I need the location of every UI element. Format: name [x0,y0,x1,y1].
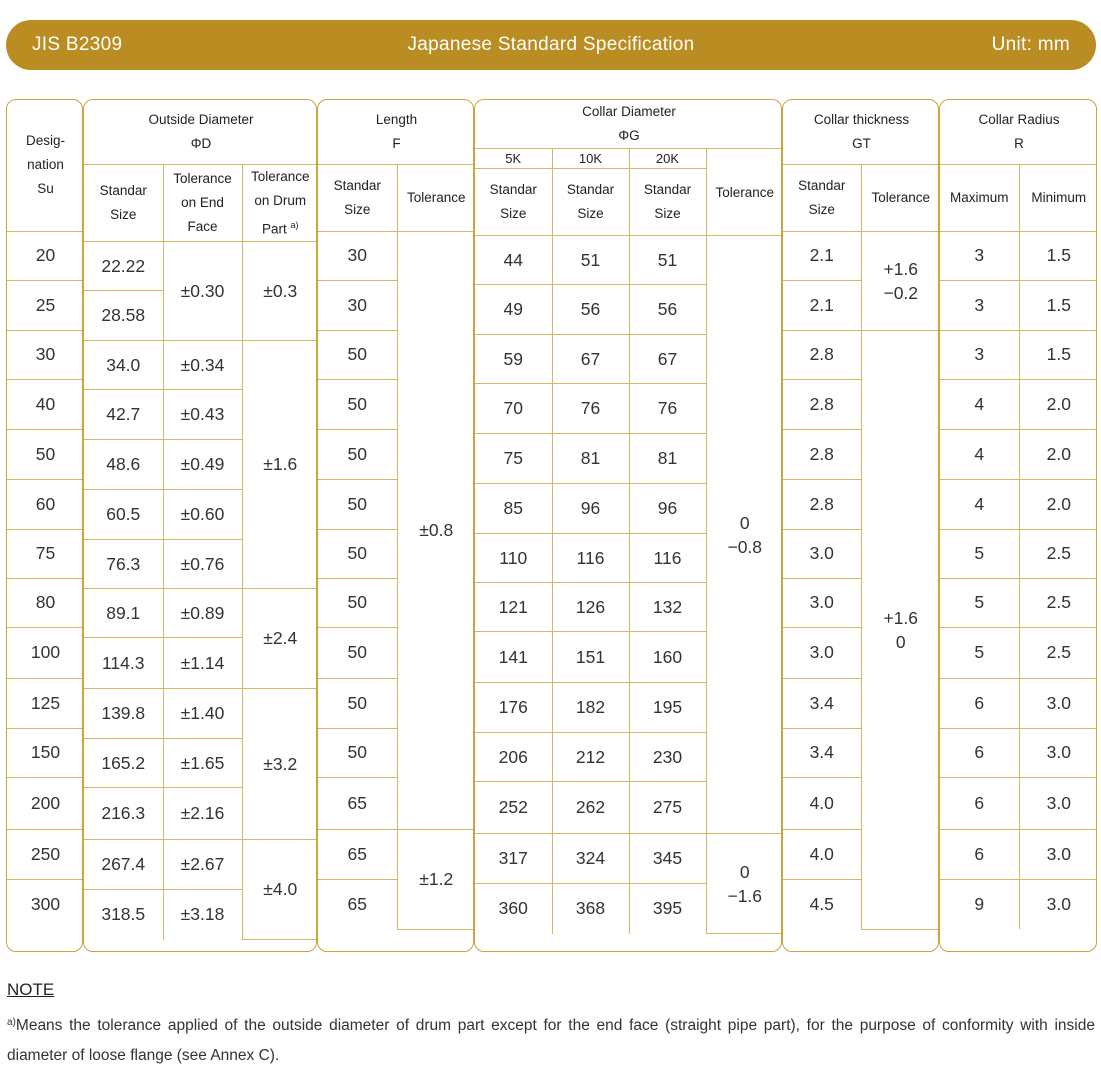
collar-10k-value: 76 [552,384,629,434]
outside-diameter-header [84,100,317,164]
collar-5k-value: 110 [475,534,552,583]
od-standard-size: 114.3 [84,638,163,689]
length-tolerance: ±1.2 [397,829,474,929]
od-tolerance-drum: ±4.0 [242,840,317,940]
collar-5k-header: 5K [475,149,552,169]
tolerance-upper: 0 [739,512,750,533]
od-tolerance-end-face: ±2.16 [163,788,242,840]
collar-10k-value: 56 [552,285,629,335]
collar-10k-value: 96 [552,484,629,534]
collar-10k-value: 151 [552,632,629,683]
collar-5k-value: 85 [475,484,552,534]
header-line [243,213,318,242]
od-standard-size: 42.7 [84,390,163,440]
header-line: F [392,135,401,151]
collar-20k-value: 275 [629,782,706,834]
header-line: Standar [643,182,692,197]
collar-5k-value: 206 [475,733,552,782]
radius-maximum: 6 [940,678,1019,728]
collar-10k-value: 67 [552,335,629,384]
od-tolerance-end-face: ±1.14 [163,638,242,689]
header-line: Size [654,206,681,221]
header-line: GT [852,135,871,151]
length-standard-size: 50 [318,578,397,627]
collar-tolerance [706,834,782,934]
gt-standard-size-header [783,164,861,231]
collar-10k-value: 262 [552,782,629,834]
collar-5k-value: 121 [475,583,552,632]
radius-maximum: 6 [940,829,1019,879]
collar-20k-value: 67 [629,335,706,384]
radius-minimum: 3.0 [1019,829,1097,879]
od-standard-size: 165.2 [84,739,163,788]
unit-label: Unit: mm [991,34,1070,55]
collar-20k-header: 20K [629,149,706,169]
gt-standard-size: 3.4 [783,728,861,777]
tolerance-lower: 0 [895,631,906,652]
header-line: Tolerance [173,170,232,186]
length-standard-size: 50 [318,529,397,578]
od-tolerance-end-face: ±0.43 [163,390,242,440]
collar-5k-value: 75 [475,434,552,484]
collar-5k-value: 70 [475,384,552,434]
collar-10k-value: 81 [552,434,629,484]
gt-standard-size: 2.8 [783,379,861,429]
note-body: Means the tolerance applied of the outside diameter of drum part except for the end face (straight pipe part), for the purpose of conformity with inside diameter of loose flange (see Annex C). [7,1017,1095,1064]
collar-20k-value: 195 [629,683,706,733]
tolerance-lower: −1.6 [727,885,763,906]
length-standard-size: 50 [318,429,397,479]
collar-10k-value: 368 [552,884,629,934]
od-tolerance-drum: ±0.3 [242,242,317,341]
collar-20k-size-header [629,169,706,236]
gt-standard-size: 4.5 [783,879,861,929]
od-tolerance-end-face: ±0.30 [163,242,242,341]
header-word: Part [261,221,287,236]
collar-diameter-header [475,100,782,149]
length-standard-size: 30 [318,280,397,330]
header-banner [6,20,1096,70]
collar-20k-value: 345 [629,834,706,884]
length-standard-size: 65 [318,777,397,829]
designation-value: 20 [7,231,83,280]
gt-standard-size: 2.8 [783,429,861,479]
collar-10k-value: 324 [552,834,629,884]
radius-minimum: 3.0 [1019,777,1097,829]
collar-5k-value: 141 [475,632,552,683]
designation-value: 100 [7,627,83,678]
od-standard-size: 216.3 [84,788,163,840]
od-tolerance-end-face: ±0.76 [163,540,242,589]
radius-minimum: 2.0 [1019,479,1097,529]
od-tolerance-drum: ±1.6 [242,341,317,589]
od-standard-size: 76.3 [84,540,163,589]
collar-20k-value: 132 [629,583,706,632]
tolerance-lower: −0.2 [883,282,919,303]
header-line: Size [808,201,835,217]
header-line: Size [110,206,137,222]
length-header [318,100,474,164]
length-group [317,99,474,952]
od-standard-size: 22.22 [84,242,163,291]
header-line: Standar [489,182,537,197]
length-standard-size: 50 [318,379,397,429]
radius-minimum-header: Minimum [1019,164,1097,231]
designation-column [6,99,83,952]
designation-header [7,100,83,231]
collar-10k-size-header [552,169,629,236]
collar-20k-value: 81 [629,434,706,484]
collar-10k-value: 182 [552,683,629,733]
collar-radius-group [939,99,1097,952]
header-line: Size [500,206,527,221]
header-line: Standar [566,182,615,197]
od-standard-size: 318.5 [84,890,163,940]
designation-value: 40 [7,379,83,429]
collar-diameter-group [474,99,782,952]
length-standard-size: 50 [318,678,397,728]
length-standard-size: 65 [318,829,397,879]
radius-minimum: 2.0 [1019,429,1097,479]
collar-thickness-header [783,100,939,164]
radius-maximum: 6 [940,777,1019,829]
header-line: Collar Radius [978,111,1060,127]
length-standard-size-header [318,164,397,231]
radius-maximum: 5 [940,578,1019,627]
gt-tolerance [861,330,939,929]
header-line: Collar thickness [813,111,910,127]
gt-tolerance-header: Tolerance [861,164,939,231]
od-standard-size: 28.58 [84,291,163,341]
collar-tolerance [706,236,782,834]
radius-minimum: 1.5 [1019,330,1097,379]
note-title: NOTE [7,980,55,999]
radius-minimum: 3.0 [1019,879,1097,929]
designation-value: 60 [7,479,83,529]
header-line: Collar Diameter [582,104,676,119]
collar-20k-value: 56 [629,285,706,335]
gt-standard-size: 4.0 [783,829,861,879]
collar-10k-value: 51 [552,236,629,285]
od-tolerance-end-face: ±2.67 [163,840,242,890]
od-standard-size-header [84,164,163,242]
collar-10k-value: 212 [552,733,629,782]
radius-minimum: 2.0 [1019,379,1097,429]
radius-maximum: 4 [940,429,1019,479]
od-tolerance-end-face: ±1.65 [163,739,242,788]
radius-minimum: 1.5 [1019,231,1097,280]
length-standard-size: 50 [318,728,397,777]
radius-maximum: 3 [940,280,1019,330]
od-tolerance-end-face: ±1.40 [163,689,242,739]
specification-table [6,99,1097,952]
header-line: nation [27,157,64,173]
collar-5k-value: 360 [475,884,552,934]
radius-maximum: 5 [940,627,1019,678]
od-standard-size: 89.1 [84,589,163,638]
header-line: Size [344,201,371,217]
header-line: R [1014,135,1024,151]
collar-20k-value: 160 [629,632,706,683]
length-standard-size: 50 [318,479,397,529]
radius-minimum: 2.5 [1019,627,1097,678]
collar-10k-value: 126 [552,583,629,632]
designation-value: 25 [7,280,83,330]
header-line: Length [375,111,418,127]
od-tolerance-end-face: ±0.60 [163,490,242,540]
collar-20k-value: 76 [629,384,706,434]
header-line: on End [181,194,224,210]
collar-5k-value: 59 [475,335,552,384]
tolerance-upper: 0 [739,861,750,882]
collar-10k-value: 116 [552,534,629,583]
od-standard-size: 34.0 [84,341,163,390]
radius-maximum: 3 [940,330,1019,379]
header-line: ΦG [618,128,640,143]
tolerance-drum-header [242,164,317,242]
designation-value: 75 [7,529,83,578]
note-text [7,1008,1095,1071]
header-line: Standar [99,182,147,198]
radius-maximum: 9 [940,879,1019,929]
collar-5k-value: 49 [475,285,552,335]
designation-value: 200 [7,777,83,829]
header-line: Tolerance [250,168,310,184]
od-tolerance-end-face: ±0.34 [163,341,242,390]
radius-minimum: 3.0 [1019,678,1097,728]
tolerance-lower: −0.8 [727,536,763,557]
header-line: Standar [798,177,846,193]
collar-20k-value: 51 [629,236,706,285]
collar-tolerance-header: Tolerance [706,149,782,236]
radius-maximum: 5 [940,529,1019,578]
radius-maximum: 4 [940,479,1019,529]
header-line: Desig- [25,133,65,149]
header-line: on Drum [254,192,307,208]
length-standard-size: 50 [318,330,397,379]
note-marker: a) [7,1017,16,1028]
footnote-marker: a) [290,219,299,230]
radius-minimum: 2.5 [1019,578,1097,627]
radius-maximum: 3 [940,231,1019,280]
header-line: Face [187,218,218,234]
od-tolerance-drum: ±2.4 [242,589,317,689]
tolerance-end-face-header [163,164,242,242]
collar-thickness-group [782,99,939,952]
gt-standard-size: 2.8 [783,330,861,379]
designation-value: 300 [7,879,83,929]
radius-minimum: 3.0 [1019,728,1097,777]
designation-value: 125 [7,678,83,728]
designation-value: 80 [7,578,83,627]
collar-20k-value: 395 [629,884,706,934]
gt-standard-size: 3.0 [783,529,861,578]
designation-value: 50 [7,429,83,479]
od-standard-size: 267.4 [84,840,163,890]
collar-5k-value: 252 [475,782,552,834]
collar-20k-value: 116 [629,534,706,583]
standard-code: JIS B2309 [32,34,123,55]
collar-10k-header: 10K [552,149,629,169]
gt-tolerance [861,231,939,330]
length-standard-size: 50 [318,627,397,678]
od-tolerance-end-face: ±3.18 [163,890,242,940]
radius-maximum: 4 [940,379,1019,429]
header-line: ΦD [190,135,212,151]
gt-standard-size: 2.8 [783,479,861,529]
od-tolerance-end-face: ±0.89 [163,589,242,638]
length-standard-size: 30 [318,231,397,280]
od-standard-size: 60.5 [84,490,163,540]
radius-maximum: 6 [940,728,1019,777]
tolerance-upper: +1.6 [883,258,919,279]
radius-minimum: 2.5 [1019,529,1097,578]
header-line: Standar [333,177,381,193]
collar-20k-value: 230 [629,733,706,782]
gt-standard-size: 2.1 [783,280,861,330]
designation-value: 250 [7,829,83,879]
collar-5k-size-header [475,169,552,236]
collar-5k-value: 176 [475,683,552,733]
gt-standard-size: 2.1 [783,231,861,280]
collar-radius-header [940,100,1097,164]
designation-value: 30 [7,330,83,379]
collar-5k-value: 317 [475,834,552,884]
designation-value: 150 [7,728,83,777]
header-line: Su [37,181,54,197]
od-tolerance-end-face: ±0.49 [163,440,242,490]
collar-20k-value: 96 [629,484,706,534]
length-tolerance-header: Tolerance [397,164,474,231]
length-standard-size: 65 [318,879,397,929]
header-line: Outside Diameter [148,111,254,127]
gt-standard-size: 3.0 [783,578,861,627]
outside-diameter-group [83,99,317,952]
gt-standard-size: 4.0 [783,777,861,829]
radius-minimum: 1.5 [1019,280,1097,330]
od-standard-size: 48.6 [84,440,163,490]
banner-title: Japanese Standard Specification [407,34,695,55]
tolerance-upper: +1.6 [883,607,919,628]
header-line: Size [577,206,604,221]
od-standard-size: 139.8 [84,689,163,739]
gt-standard-size: 3.0 [783,627,861,678]
gt-standard-size: 3.4 [783,678,861,728]
od-tolerance-drum: ±3.2 [242,689,317,840]
collar-5k-value: 44 [475,236,552,285]
radius-maximum-header: Maximum [940,164,1019,231]
length-tolerance: ±0.8 [397,231,474,829]
